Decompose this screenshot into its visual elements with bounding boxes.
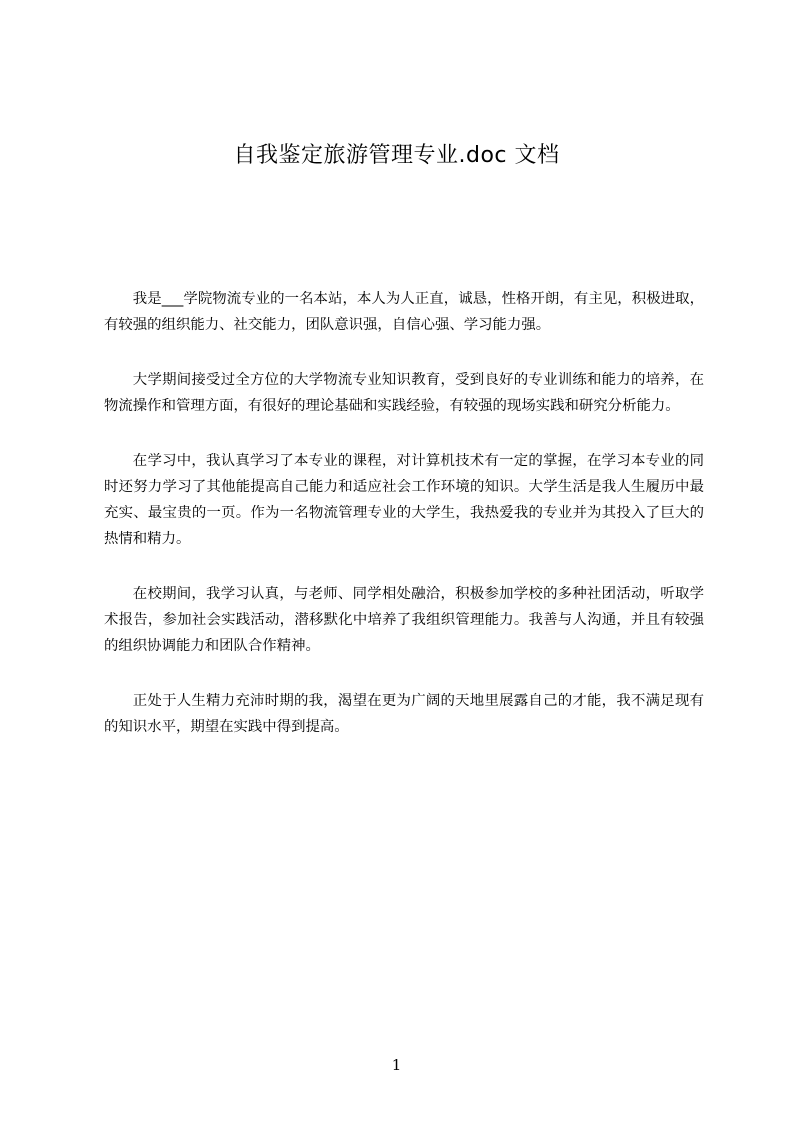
- paragraph-2: 大学期间接受过全方位的大学物流专业知识教育，受到良好的专业训练和能力的培养，在物流操作和管理方面，有很好的理论基础和实践经验，有较强的现场实践和研究分析能力。: [104, 372, 704, 414]
- paragraph-3: 在学习中，我认真学习了本专业的课程，对计算机技术有一定的掌握，在学习本专业的同时还努力学习了其他能提高自己能力和适应社会工作环境的知识。大学生活是我人生履历中最充实、最宝贵的一页。作为一名物流管理专业的大学生，我热爱我的专业并为其投入了巨大的热情和精力。: [104, 453, 704, 547]
- paragraph-4: 在校期间，我学习认真，与老师、同学相处融洽，积极参加学校的多种社团活动，听取学术报告，参加社会实践活动，潜移默化中培养了我组织管理能力。我善与人沟通，并且有较强的组织协调能力和团队合作精神。: [104, 586, 704, 654]
- paragraph-1: 我是___学院物流专业的一名本站，本人为人正直，诚恳，性格开朗，有主见，积极进取，有较强的组织能力、社交能力，团队意识强，自信心强、学习能力强。: [104, 291, 704, 333]
- document-title: 自我鉴定旅游管理专业.doc 文档: [233, 143, 560, 168]
- document-body: [104, 286, 704, 769]
- paragraph-5: 正处于人生精力充沛时期的我，渴望在更为广阔的天地里展露自己的才能，我不满足现有的知识水平，期望在实践中得到提高。: [104, 693, 704, 735]
- page-number: 1: [391, 1056, 402, 1074]
